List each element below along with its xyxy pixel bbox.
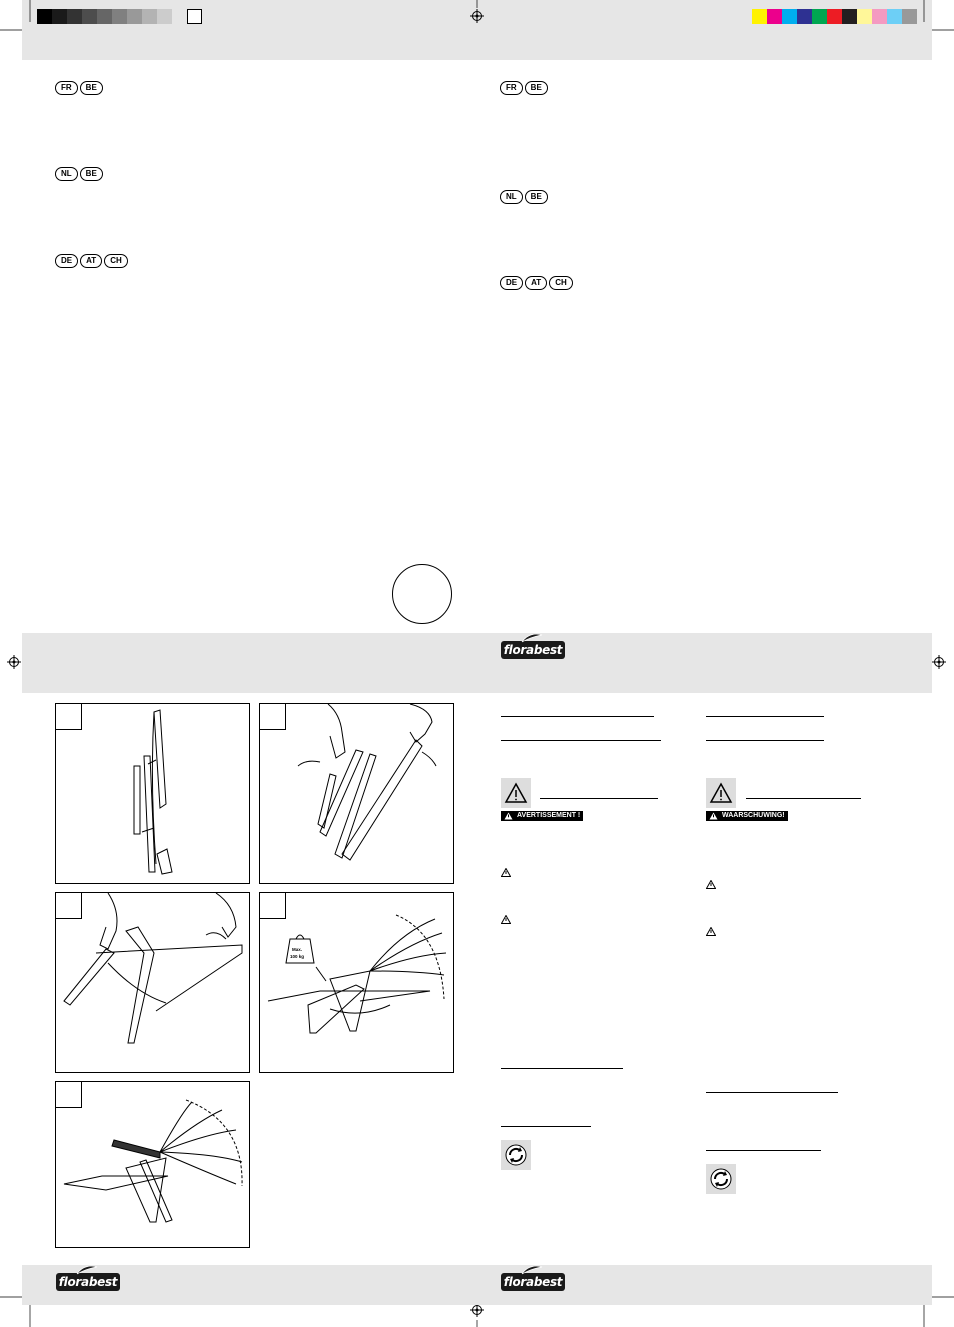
illustration-panel-2	[259, 703, 454, 884]
badge-be: BE	[80, 81, 103, 95]
florabest-logo	[501, 1273, 565, 1291]
heading-rule	[706, 1150, 821, 1151]
bottom-band	[22, 1265, 932, 1305]
middle-band	[22, 633, 932, 693]
heading-rule	[706, 716, 824, 717]
weight-label-bottom: 100 kg	[290, 954, 305, 959]
warning-triangle-icon	[709, 812, 718, 820]
warning-triangle-icon	[706, 880, 716, 889]
opening-chair-illustration	[56, 893, 249, 1072]
badge-nl: NL	[55, 167, 78, 181]
heading-rule	[501, 740, 661, 741]
heading-rule	[706, 1092, 838, 1093]
heading-rule	[746, 798, 861, 799]
language-group-fr-be	[55, 77, 105, 95]
florabest-logo	[501, 641, 565, 659]
warning-triangle-icon	[501, 868, 511, 877]
adjusted-chair-illustration	[56, 1082, 249, 1247]
badge-de: DE	[500, 276, 523, 290]
warning-triangle-icon	[706, 927, 716, 936]
warning-triangle-icon	[501, 915, 511, 924]
heading-rule	[501, 1068, 623, 1069]
language-group-de-at-ch	[500, 272, 575, 290]
badge-nl: NL	[500, 190, 523, 204]
language-group-nl-be	[55, 163, 105, 181]
language-group-fr-be	[500, 77, 550, 95]
illustration-panel-1	[55, 703, 250, 884]
badge-fr: FR	[55, 81, 78, 95]
leaf-icon	[76, 1265, 98, 1275]
recycle-icon	[501, 1140, 531, 1170]
florabest-logo	[56, 1273, 120, 1291]
reclining-chair-illustration	[260, 893, 453, 1072]
recycle-box	[501, 1140, 531, 1170]
illustration-panel-5	[55, 1081, 250, 1248]
heading-rule	[501, 1126, 591, 1127]
weight-label-top: Max.	[292, 947, 303, 952]
badge-fr: FR	[500, 81, 523, 95]
illustration-panel-4	[259, 892, 454, 1073]
brand-name: florabest	[503, 643, 563, 657]
illustration-panel-3	[55, 892, 250, 1073]
warning-text-nl: WAARSCHUWING!	[722, 812, 785, 819]
warning-triangle-icon	[501, 778, 531, 808]
page-number-circle	[392, 564, 452, 624]
badge-ch: CH	[104, 254, 128, 268]
language-group-nl-be	[500, 186, 550, 204]
heading-rule	[706, 740, 824, 741]
brand-name: florabest	[58, 1275, 118, 1289]
brand-name: florabest	[503, 1275, 563, 1289]
badge-be: BE	[80, 167, 103, 181]
badge-at: AT	[525, 276, 547, 290]
leaf-icon	[521, 633, 543, 643]
badge-be: BE	[525, 81, 548, 95]
warning-text-fr: AVERTISSEMENT !	[517, 812, 581, 819]
heading-rule	[540, 798, 658, 799]
recycle-icon	[706, 1164, 736, 1194]
badge-be: BE	[525, 190, 548, 204]
folded-chair-illustration	[56, 704, 249, 883]
warning-triangle-icon	[706, 778, 736, 808]
badge-ch: CH	[549, 276, 573, 290]
warning-label-nl	[706, 811, 788, 821]
warning-triangle-icon	[504, 812, 513, 820]
badge-at: AT	[80, 254, 102, 268]
warning-triangle-box	[501, 778, 531, 808]
leaf-icon	[521, 1265, 543, 1275]
unfolding-chair-illustration	[260, 704, 453, 883]
language-group-de-at-ch	[55, 250, 130, 268]
recycle-box	[706, 1164, 736, 1194]
warning-label-fr	[501, 811, 583, 821]
warning-triangle-box	[706, 778, 736, 808]
badge-de: DE	[55, 254, 78, 268]
heading-rule	[501, 716, 654, 717]
